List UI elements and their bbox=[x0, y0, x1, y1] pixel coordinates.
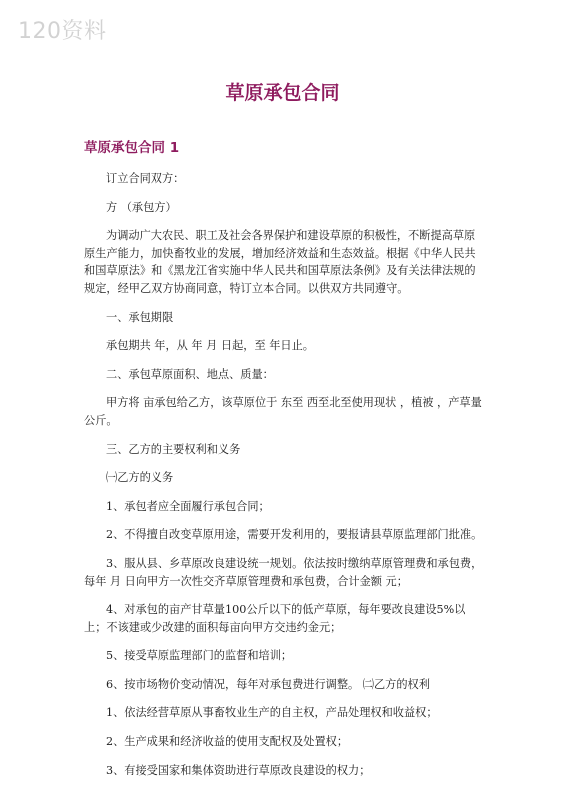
paragraph: 6、按市场物价变动情况，每年对承包费进行调整。 ㈡乙方的权利 bbox=[106, 677, 430, 691]
paragraph: 方 （承包方） bbox=[106, 200, 177, 214]
paragraph: 甲方将 亩承包给乙方，该草原位于 东至 西至北至使用现状 ，植被 ，产草量 公斤。 bbox=[84, 396, 482, 427]
paragraph: 一、承包期限 bbox=[106, 310, 174, 324]
paragraph: 承包期共 年，从 年 月 日起，至 年日止。 bbox=[106, 339, 314, 353]
paragraph: 3、服从县、乡草原改良建设统一规划。依法按时缴纳草原管理费和承包费，每年 月 日向甲方一次性交齐草原管理费和承包费，合计金额 元； bbox=[84, 556, 483, 588]
paragraph: ㈠乙方的义务 bbox=[106, 471, 174, 485]
paragraph: 2、生产成果和经济收益的使用支配权及处置权； bbox=[106, 735, 349, 749]
paragraph: 2、不得擅自改变草原用途，需要开发利用的，要报请县草原监理部门批准。 bbox=[106, 528, 483, 542]
paragraph: 5、接受草原监理部门的监督和培训； bbox=[106, 649, 293, 663]
paragraph: 二、承包草原面积、地点、质量： bbox=[106, 367, 274, 381]
watermark: 120资料 bbox=[18, 19, 107, 44]
section-heading: 草原承包合同 1 bbox=[84, 140, 180, 156]
paragraph: 4、对承包的亩产甘草量100公斤以下的低产草原，每年要改良建设5%以上；不该建或少改建的面积每亩向甲方交违约金元； bbox=[84, 603, 466, 634]
paragraph: 三、乙方的主要权利和义务 bbox=[106, 442, 241, 456]
paragraph: 1、承包者应全面履行承包合同； bbox=[106, 499, 270, 513]
contract-body bbox=[84, 170, 484, 790]
paragraph: 为调动广大农民、职工及社会各界保护和建设草原的积极性，不断提高草原原生产能力，加快畜牧业的发展，增加经济效益和生态效益。根据《中华人民共和国草原法》和《黑龙江省实施中华人民共和国草原法条例》及有关法律法规的规定，经甲乙双方协商同意，特订立本合同。以供双方共同遵守。 bbox=[84, 229, 476, 295]
paragraph: 订立合同双方： bbox=[106, 172, 185, 185]
paragraph: 3、有接受国家和集体资助进行草原改良建设的权力； bbox=[106, 763, 371, 777]
paragraph: 1、依法经营草原从事畜牧业生产的自主权，产品处理权和收益权； bbox=[106, 706, 438, 720]
document-title: 草原承包合同 bbox=[225, 82, 340, 104]
